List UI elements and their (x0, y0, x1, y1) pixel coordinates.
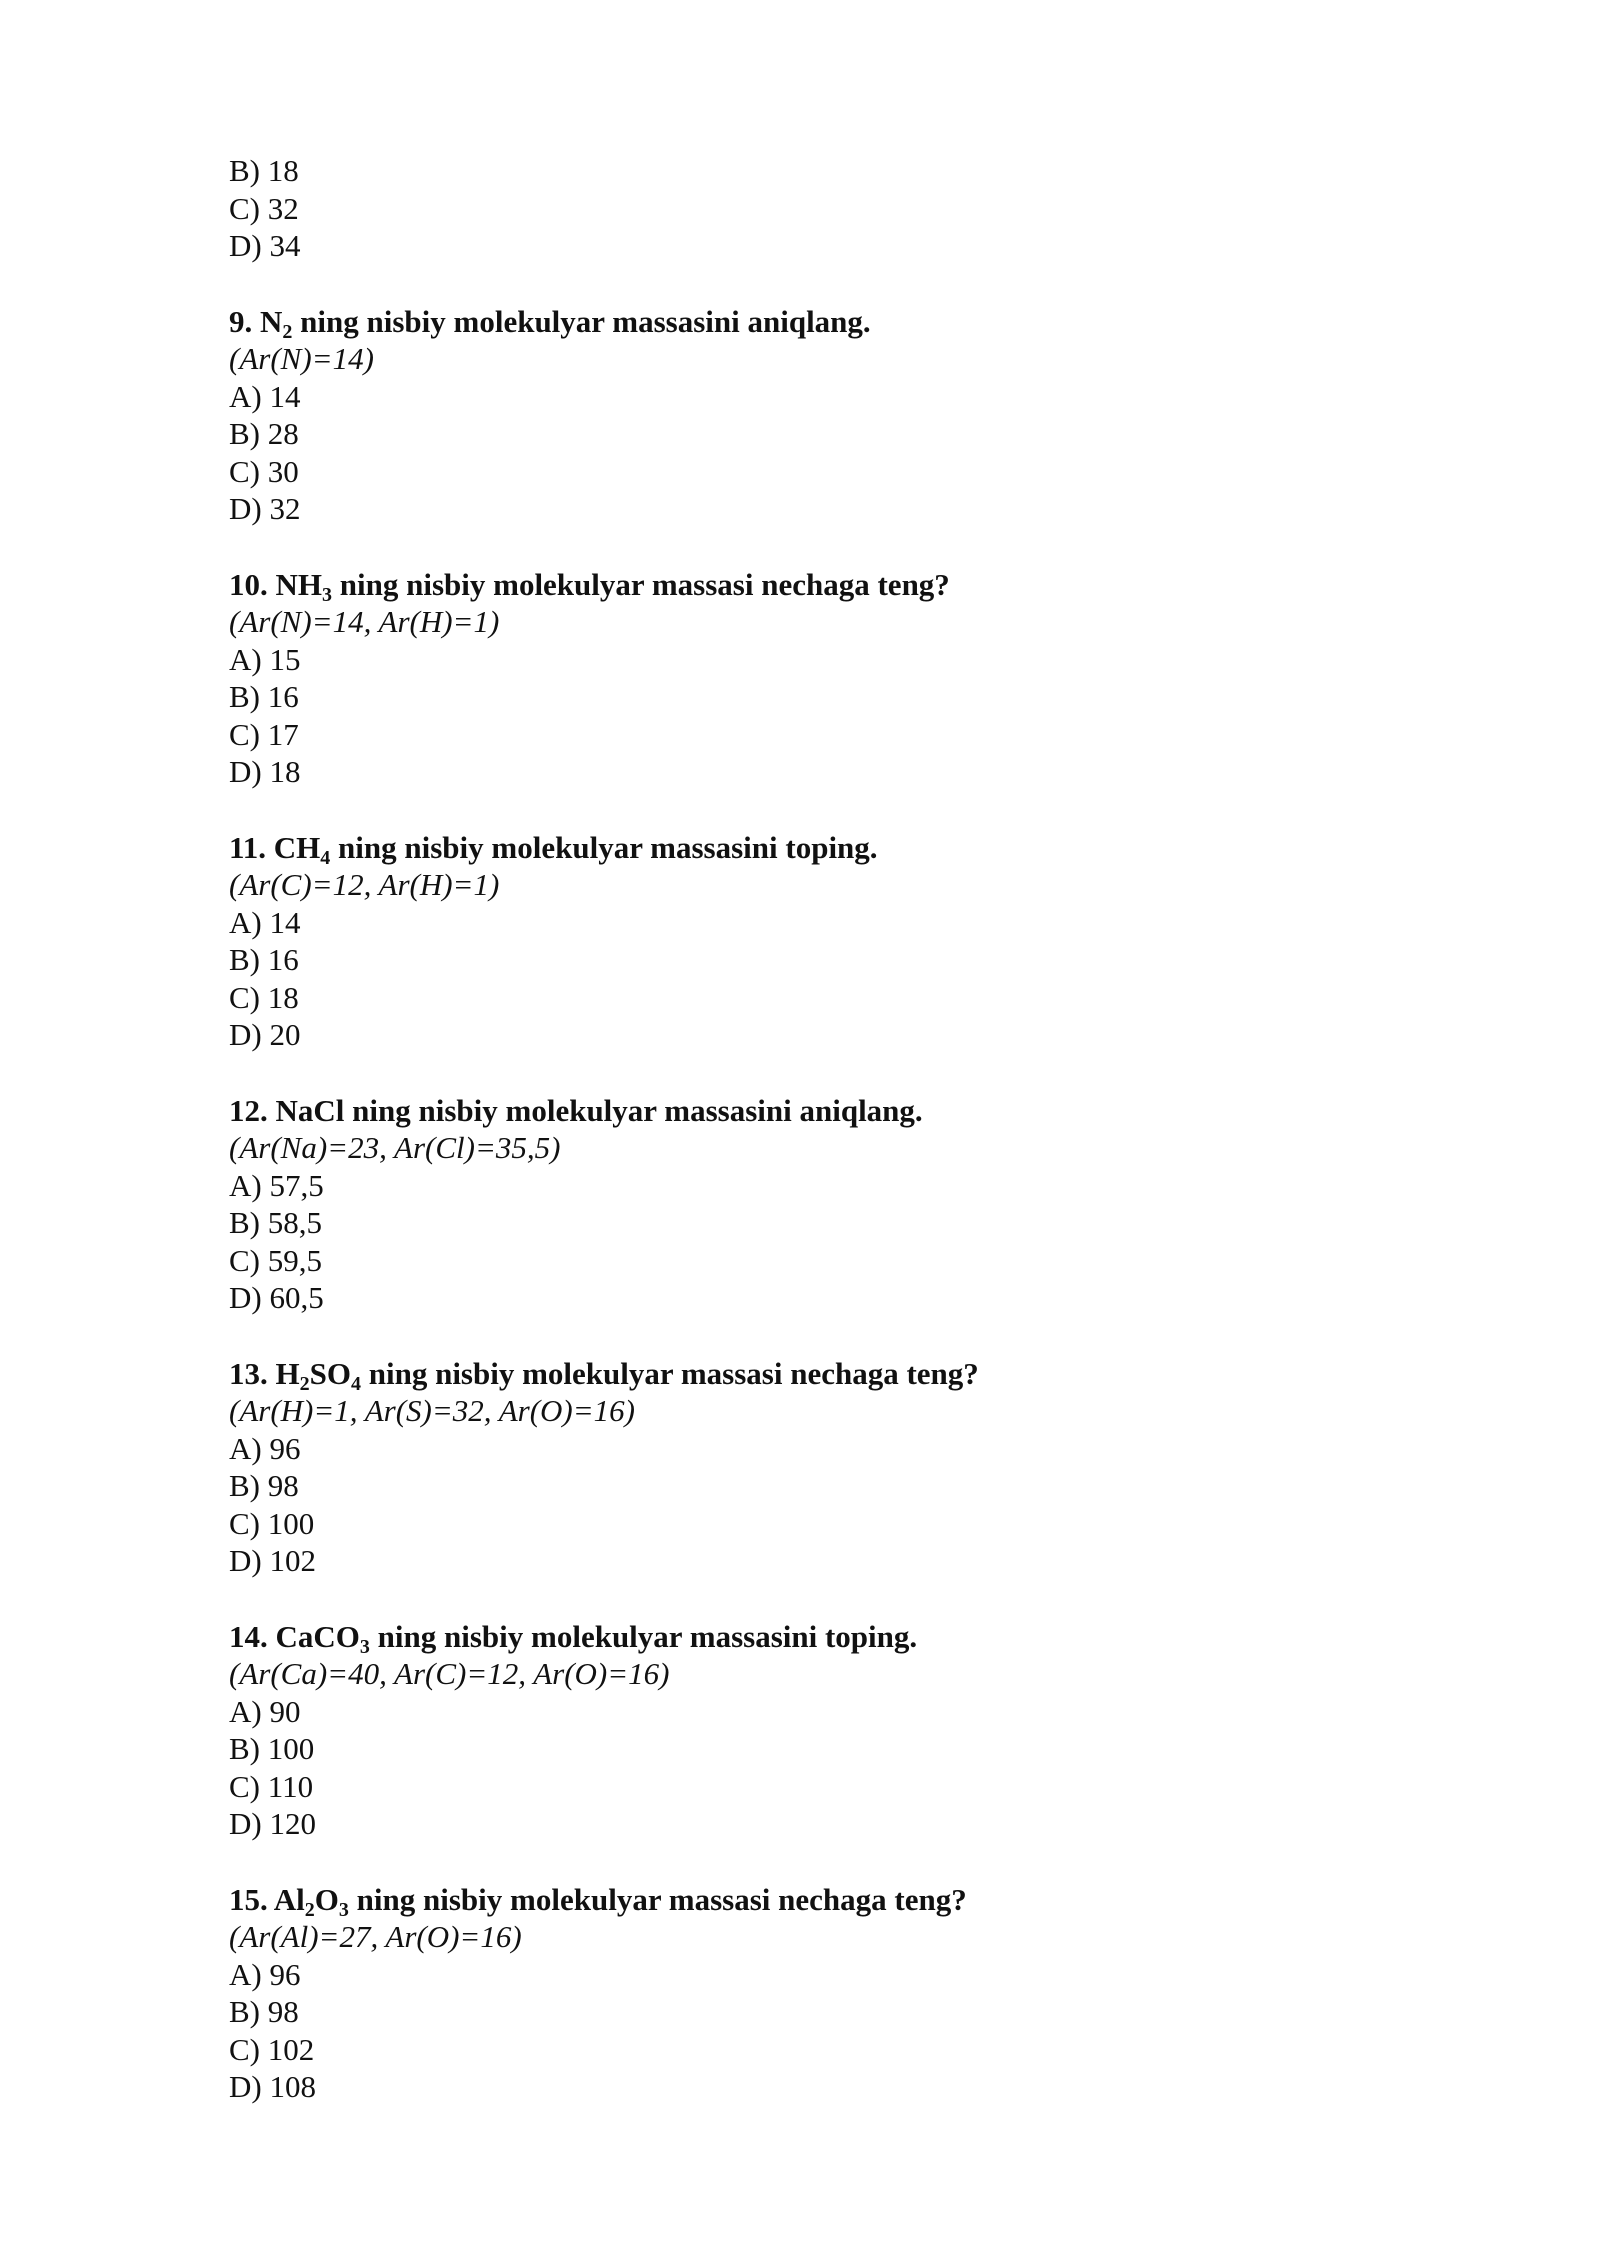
option: C) 30 (229, 453, 299, 489)
formula-subscript: 3 (359, 1635, 370, 1658)
option: C) 32 (229, 190, 299, 226)
option: D) 60,5 (229, 1280, 324, 1315)
given-data: (Ar(N)=14) (229, 341, 374, 376)
option: C) 102 (229, 2031, 315, 2067)
option: A) 96 (229, 1956, 301, 1992)
formula-part: NH (275, 566, 322, 602)
question-number: 15. (229, 1881, 268, 1917)
option: B) 98 (229, 1468, 299, 1503)
question-title (229, 303, 1379, 341)
option: C) 18 (229, 979, 299, 1015)
formula-subscript: 2 (299, 1372, 310, 1395)
option: D) 102 (229, 1543, 316, 1578)
question-number: 10. (229, 566, 268, 602)
option: B) 100 (229, 1731, 315, 1766)
given-data: (Ar(N)=14, Ar(H)=1) (229, 604, 500, 639)
option: A) 15 (229, 641, 301, 677)
formula-subscript: 4 (350, 1372, 361, 1395)
question-9 (229, 303, 1379, 528)
option: B) 98 (229, 1994, 299, 2029)
option: D) 32 (229, 491, 301, 526)
question-11 (229, 829, 1379, 1054)
question-title (229, 1092, 1379, 1130)
question-number: 11. (229, 829, 267, 865)
question-text: ning nisbiy molekulyar massasi nechaga teng? (348, 1881, 967, 1917)
question-number: 12. (229, 1092, 268, 1128)
option: D) 34 (229, 228, 301, 263)
formula-part: SO (309, 1355, 351, 1391)
option: A) 90 (229, 1693, 301, 1729)
question-14 (229, 1618, 1379, 1843)
option: C) 100 (229, 1505, 315, 1541)
question-number: 14. (229, 1618, 268, 1654)
given-data: (Ar(H)=1, Ar(S)=32, Ar(O)=16) (229, 1393, 635, 1428)
option: C) 59,5 (229, 1242, 322, 1278)
formula-subscript: 2 (304, 1898, 315, 1921)
question-13 (229, 1355, 1379, 1580)
question-list (229, 152, 1379, 2106)
question-number: 13. (229, 1355, 268, 1391)
question-text: ning nisbiy molekulyar massasini aniqlang. (292, 303, 871, 339)
formula-part: Al (273, 1881, 305, 1917)
formula-subscript: 2 (282, 320, 293, 343)
formula-subscript: 3 (322, 583, 332, 606)
option: D) 108 (229, 2069, 316, 2104)
option: B) 58,5 (229, 1205, 322, 1240)
question-text: ning nisbiy molekulyar massasini toping. (330, 829, 878, 865)
question-title (229, 1618, 1379, 1656)
option: A) 96 (229, 1430, 301, 1466)
given-data: (Ar(Na)=23, Ar(Cl)=35,5) (229, 1130, 561, 1165)
option: A) 57,5 (229, 1167, 324, 1203)
option: C) 110 (229, 1768, 314, 1804)
option: D) 18 (229, 754, 301, 789)
formula-subscript: 3 (338, 1898, 349, 1921)
option: B) 16 (229, 679, 299, 714)
question-text: ning nisbiy molekulyar massasi nechaga teng? (360, 1355, 979, 1391)
option: B) 28 (229, 416, 299, 451)
option: A) 14 (229, 904, 301, 940)
formula-part: O (314, 1881, 339, 1917)
question-text: ning nisbiy molekulyar massasi nechaga teng? (332, 566, 950, 602)
given-data: (Ar(Al)=27, Ar(O)=16) (229, 1919, 522, 1954)
question-text: ning nisbiy molekulyar massasini toping. (369, 1618, 918, 1654)
question-number: 9. (229, 303, 253, 339)
question-title (229, 566, 1379, 604)
question-10 (229, 566, 1379, 791)
formula-part: H (275, 1355, 300, 1391)
question-title (229, 829, 1379, 867)
given-data: (Ar(C)=12, Ar(H)=1) (229, 867, 500, 902)
formula-part: CaCO (275, 1618, 360, 1654)
given-data: (Ar(Ca)=40, Ar(C)=12, Ar(O)=16) (229, 1656, 670, 1691)
option: D) 20 (229, 1017, 301, 1052)
question-text: NaCl ning nisbiy molekulyar massasini aniqlang. (275, 1092, 923, 1128)
question-title (229, 1881, 1379, 1919)
option: A) 14 (229, 378, 301, 414)
formula-part: CH (273, 829, 321, 865)
option: B) 16 (229, 942, 299, 977)
option: C) 17 (229, 716, 299, 752)
carryover-options (229, 152, 1379, 265)
formula-subscript: 4 (320, 846, 331, 869)
question-12 (229, 1092, 1379, 1317)
option: D) 120 (229, 1806, 316, 1841)
option: B) 18 (229, 153, 299, 188)
question-15 (229, 1881, 1379, 2106)
question-title (229, 1355, 1379, 1393)
formula-part: N (260, 303, 283, 339)
